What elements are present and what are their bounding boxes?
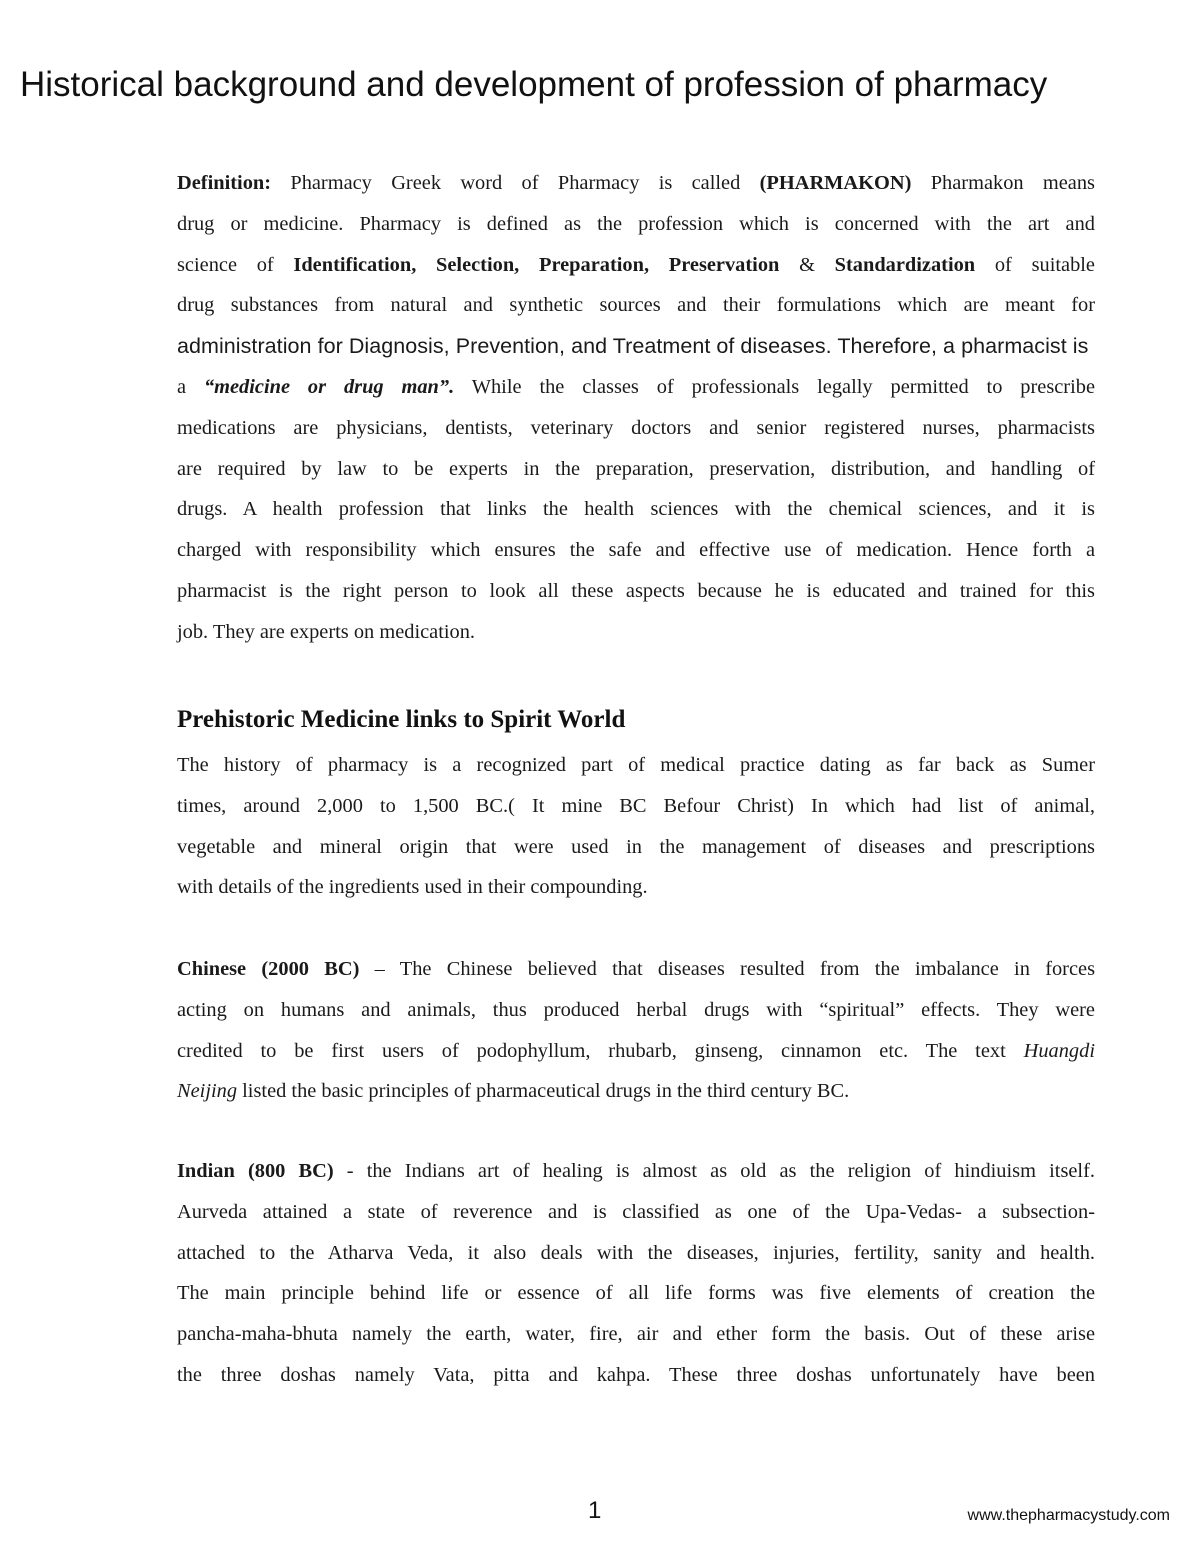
text-line: times, around 2,000 to 1,500 BC.( It mine BC Befour Christ) In which had list of animal, [177, 794, 1095, 817]
text-line: drug or medicine. Pharmacy is defined as the profession which is concerned with the art and [177, 212, 1095, 235]
text-line: pharmacist is the right person to look all these aspects because he is educated and trained for this [177, 579, 1095, 602]
text-line: the three doshas namely Vata, pitta and kahpa. These three doshas unfortunately have been [177, 1363, 1095, 1386]
section-label: Chinese (2000 BC) [177, 958, 360, 980]
text-run: Pharmacy Greek word of Pharmacy is called [271, 172, 760, 194]
text-run: science of [177, 253, 294, 276]
text-line [177, 1031, 1095, 1072]
bold-term: Standardization [834, 253, 976, 276]
emphasis-term: “medicine or drug man”. [203, 375, 455, 398]
text-run: Pharmakon means [911, 172, 1095, 194]
text-run: credited to be first users of podophyllum, rhubarb, ginseng, cinnamon etc. The text [177, 1039, 1024, 1062]
text-line: administration for Diagnosis, Prevention, and Treatment of diseases. Therefore, a pharmacist is [177, 334, 1089, 359]
text-line: vegetable and mineral origin that were used in the management of diseases and prescriptions [177, 835, 1095, 858]
text-line: with details of the ingredients used in their compounding. [177, 876, 648, 899]
section-label: Indian (800 BC) [177, 1160, 334, 1182]
website-url[interactable]: www.thepharmacystudy.com [967, 1507, 1170, 1524]
text-run: – The Chinese believed that diseases resulted from the imbalance in forces [359, 958, 1095, 980]
text-line: The history of pharmacy is a recognized part of medical practice dating as far back as Sumer [177, 754, 1095, 776]
page-number: 1 [588, 1497, 602, 1524]
italic-term: Neijing [177, 1080, 238, 1103]
text-line: are required by law to be experts in the preparation, preservation, distribution, and handling of [177, 457, 1095, 480]
text-run: While the classes of professionals legally permitted to prescribe [454, 375, 1096, 398]
text-line: Aurveda attained a state of reverence and is classified as one of the Upa-Vedas- a subsection- [177, 1200, 1095, 1223]
text-line: pancha-maha-bhuta namely the earth, water, fire, air and ether form the basis. Out of these arise [177, 1323, 1095, 1346]
text-line [177, 1071, 1095, 1112]
page-title: Historical background and development of profession of pharmacy [20, 65, 1048, 104]
text-run: a [177, 375, 204, 398]
text-line: charged with responsibility which ensures the safe and effective use of medication. Hence forth a [177, 539, 1095, 562]
text-run: listed the basic principles of pharmaceutical drugs in the third century BC. [237, 1080, 850, 1103]
text-line [177, 367, 1095, 408]
text-line: drugs. A health profession that links the health sciences with the chemical sciences, and it is [177, 498, 1095, 521]
definition-paragraph [177, 163, 1095, 653]
text-line: The main principle behind life or essence of all life forms was five elements of creation the [177, 1282, 1095, 1305]
text-line: job. They are experts on medication. [177, 620, 476, 643]
text-line [177, 163, 1095, 204]
text-line [177, 1151, 1095, 1192]
text-line: acting on humans and animals, thus produced herbal drugs with “spiritual” effects. They were [177, 998, 1095, 1021]
text-line [177, 245, 1095, 286]
prehistoric-paragraph [177, 745, 1095, 908]
text-run: & [779, 253, 835, 276]
text-run: - the Indians art of healing is almost as old as the religion of hindiuism itself. [333, 1160, 1095, 1182]
bold-term: (PHARMAKON) [759, 172, 912, 194]
definition-label: Definition: [177, 172, 272, 194]
text-line [177, 949, 1095, 990]
italic-term: Huangdi [1023, 1039, 1095, 1062]
indian-paragraph [177, 1151, 1095, 1396]
text-run: of suitable [975, 253, 1095, 276]
text-line: drug substances from natural and synthetic sources and their formulations which are meant for [177, 294, 1095, 317]
chinese-paragraph [177, 949, 1095, 1112]
text-line: attached to the Atharva Veda, it also deals with the diseases, injuries, fertility, sanity and health. [177, 1241, 1095, 1264]
bold-term: Identification, Selection, Preparation, Preservation [293, 253, 780, 276]
section-heading: Prehistoric Medicine links to Spirit World [177, 706, 626, 733]
text-line: medications are physicians, dentists, veterinary doctors and senior registered nurses, pharmacists [177, 416, 1095, 439]
